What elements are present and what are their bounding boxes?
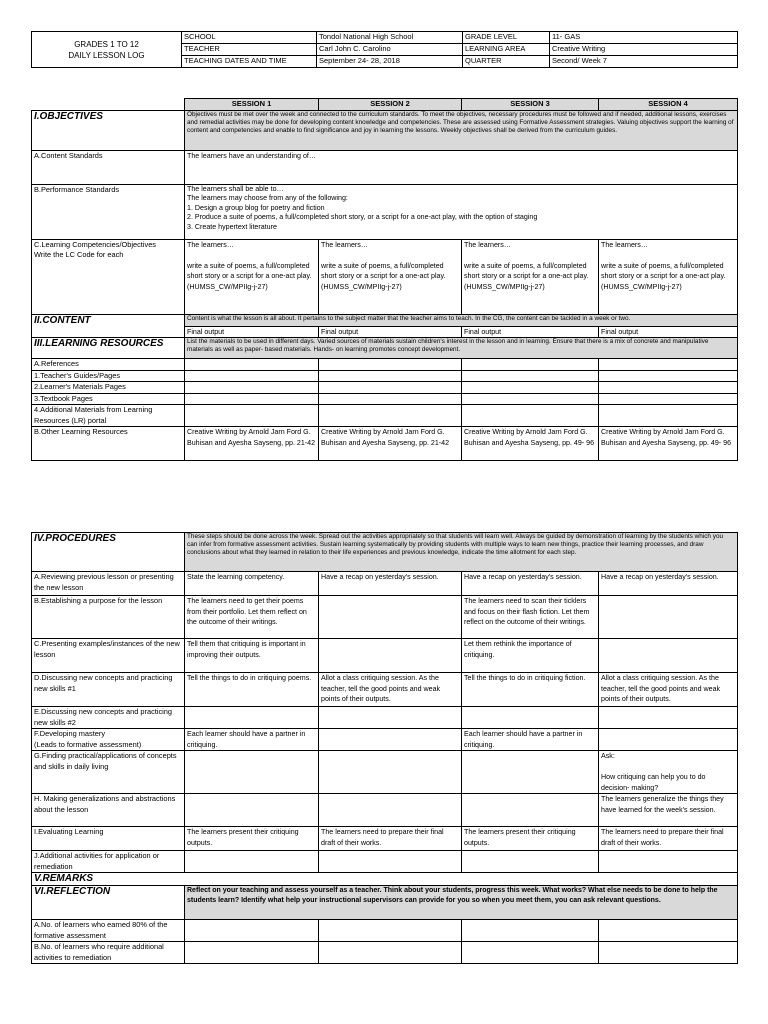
procedure-a-session-4: Have a recap on yesterday's session.: [599, 572, 738, 596]
performance-standards-value: The learners shall be able to… The learners may choose from any of the following: 1. Design a group blog for poetry and fiction 2. Produce a suite of poems, a full/completed short story, or a script for a one-act play, with the option of staging 3. Create hypertext literature: [185, 184, 738, 239]
lr-portal-label: 4.Additional Materials from Learning Resources (LR) portal: [32, 405, 185, 427]
dates-value: September 24- 28, 2018: [317, 56, 463, 68]
procedure-i-session-2: The learners need to prepare their final draft of their works.: [319, 827, 462, 851]
procedure-i-session-3: The learners present their critiquing outputs.: [462, 827, 599, 851]
procedure-b-session-1: The learners need to get their poems from their portfolio. Let them reflect on the outcome of their writings.: [185, 596, 319, 639]
other-resources-session-2: Creative Writing by Arnold Jarn Ford G. Buhisan and Ayesha Sayseng, pp. 21-42: [319, 427, 462, 461]
resources-note: List the materials to be used in different days. Varied sources of materials sustain children's interest in the lesson and in learning. Ensure that there is a mix of concrete and manipulative materials as well as paper- based materials. Hands- on learning promotes concept development.: [185, 338, 738, 359]
content-note: Content is what the lesson is all about. It pertains to the subject matter that the teacher aims to teach. In the CG, the content can be tackled in a week or two.: [185, 314, 738, 326]
reflection-note: Reflect on your teaching and assess yourself as a teacher. Think about your students, progress this week. What works? What else needs to be done to help the students learn? Identify what help your instructional supervisors can provide for you so when you meet them, you can ask relevant questions.: [185, 886, 738, 920]
procedure-d-session-3: Tell the things to do in critiquing fiction.: [462, 673, 599, 707]
session-4-header: SESSION 4: [599, 99, 738, 111]
content-standards-value: The learners have an understanding of…: [185, 150, 738, 184]
procedure-a-session-3: Have a recap on yesterday's session.: [462, 572, 599, 596]
procedure-c-session-3: Let them rethink the importance of critiquing.: [462, 639, 599, 673]
procedure-c-session-1: Tell them that critiquing is important in improving their outputs.: [185, 639, 319, 673]
grade-value: 11- GAS: [550, 32, 738, 44]
content-heading: II.CONTENT: [32, 314, 185, 338]
objectives-note: Objectives must be met over the week and connected to the curriculum standards. To meet the objectives, necessary procedures must be followed and if needed, additional lessons, exercises and remedial activities may be done for developing content knowledge and competencies. These are assessed using Formative Assessment strategies. Valuing objectives support the learning of content and competencies and enable to find significance and joy in learning the lessons. Weekly objectives shall be derived from the curriculum guides.: [185, 110, 738, 150]
lesson-table-top: [31, 98, 738, 461]
reflection-a-label: A.No. of learners who earned 80% of the formative assessment: [32, 920, 185, 942]
title-line1: GRADES 1 TO 12: [74, 39, 139, 49]
procedure-g-label: G.Finding practical/applications of concepts and skills in daily living: [32, 751, 185, 794]
content-session-4: Final output: [599, 326, 738, 338]
procedures-heading: IV.PROCEDURES: [32, 533, 185, 572]
references-label: A.References: [32, 359, 185, 371]
procedure-g-session-4: Ask: How critiquing can help you to do decision- making?: [599, 751, 738, 794]
other-resources-session-3: Creative Writing by Arnold Jarn Ford G. Buhisan and Ayesha Sayseng, pp. 49- 96: [462, 427, 599, 461]
procedures-note: These steps should be done across the week. Spread out the activities appropriately so that students will learn well. Always be guided by demonstration of learning by the students which you can infer from formative assessment activities. Sustain learning systematically by providing students with multiple ways to learn new things, practice their learning processes, and draw conclusions about what they learned in relation to their life experiences and previous knowledge, indicate the time allotment for each step.: [185, 533, 738, 572]
procedure-i-session-4: The learners need to prepare their final draft of their works.: [599, 827, 738, 851]
competencies-label: C.Learning Competencies/Objectives Write the LC Code for each: [32, 239, 185, 314]
session-2-header: SESSION 2: [319, 99, 462, 111]
other-resources-session-4: Creative Writing by Arnold Jarn Ford G. Buhisan and Ayesha Sayseng, pp. 49- 96: [599, 427, 738, 461]
procedure-a-label: A.Reviewing previous lesson or presenting the new lesson: [32, 572, 185, 596]
procedure-a-session-2: Have a recap on yesterday's session.: [319, 572, 462, 596]
header-table: [31, 31, 738, 68]
teacher-value: Carl John C. Carolino: [317, 44, 463, 56]
objectives-heading: I.OBJECTIVES: [32, 110, 185, 150]
procedure-f-session-1: Each learner should have a partner in critiquing.: [185, 729, 319, 751]
competency-session-1: The learners… write a suite of poems, a full/completed short story or a script for a one-act play. (HUMSS_CW/MPIIg-j-27): [185, 239, 319, 314]
procedure-b-session-4: [599, 596, 738, 639]
procedure-h-session-4: The learners generalize the things they have learned for the week's session.: [599, 794, 738, 827]
competency-session-3: The learners… write a suite of poems, a full/completed short story or a script for a one-act play. (HUMSS_CW/MPIIg-j-27): [462, 239, 599, 314]
remarks-heading: V.REMARKS: [32, 873, 738, 886]
procedure-c-label: C.Presenting examples/instances of the new lesson: [32, 639, 185, 673]
area-label: LEARNING AREA: [463, 44, 550, 56]
performance-standards-label: B.Performance Standards: [32, 184, 185, 239]
other-resources-label: B.Other Learning Resources: [32, 427, 185, 461]
teacher-label: TEACHER: [182, 44, 317, 56]
procedure-c-session-4: [599, 639, 738, 673]
content-session-3: Final output: [462, 326, 599, 338]
dates-label: TEACHING DATES AND TIME: [182, 56, 317, 68]
title-line2: DAILY LESSON LOG: [68, 50, 145, 60]
competency-session-4: The learners… write a suite of poems, a full/completed short story or a script for a one-act play. (HUMSS_CW/MPIIg-j-27): [599, 239, 738, 314]
reflection-b-label: B.No. of learners who require additional activities to remediation: [32, 942, 185, 964]
procedure-i-session-1: The learners present their critiquing outputs.: [185, 827, 319, 851]
area-value: Creative Writing: [550, 44, 738, 56]
empty-corner: [32, 99, 185, 111]
school-label: SCHOOL: [182, 32, 317, 44]
procedure-a-session-1: State the learning competency.: [185, 572, 319, 596]
procedure-c-session-2: [319, 639, 462, 673]
procedure-f-session-3: Each learner should have a partner in critiquing.: [462, 729, 599, 751]
textbook-pages-label: 3.Textbook Pages: [32, 393, 185, 405]
procedure-f-session-4: [599, 729, 738, 751]
content-standards-label: A.Content Standards: [32, 150, 185, 184]
procedure-f-session-2: [319, 729, 462, 751]
procedure-d-session-4: Allot a class critiquing session. As the teacher, tell the good points and weak points of their outputs.: [599, 673, 738, 707]
competency-session-2: The learners… write a suite of poems, a full/completed short story or a script for a one-act play. (HUMSS_CW/MPIIg-j-27): [319, 239, 462, 314]
reflection-heading: VI.REFLECTION: [32, 886, 185, 920]
procedure-d-session-1: Tell the things to do in critiquing poems.: [185, 673, 319, 707]
procedure-j-label: J.Additional activities for application or remediation: [32, 851, 185, 873]
procedure-b-session-2: [319, 596, 462, 639]
quarter-value: Second/ Week 7: [550, 56, 738, 68]
procedure-b-session-3: The learners need to scan their ticklers and focus on their flash fiction. Let them reflect on the outcome of their writings.: [462, 596, 599, 639]
other-resources-session-1: Creative Writing by Arnold Jarn Ford G. Buhisan and Ayesha Sayseng, pp. 21-42: [185, 427, 319, 461]
procedure-d-label: D.Discussing new concepts and practicing new skills #1: [32, 673, 185, 707]
teachers-guide-label: 1.Teacher's Guides/Pages: [32, 370, 185, 382]
resources-heading: III.LEARNING RESOURCES: [32, 338, 185, 359]
quarter-label: QUARTER: [463, 56, 550, 68]
grade-label: GRADE LEVEL: [463, 32, 550, 44]
session-1-header: SESSION 1: [185, 99, 319, 111]
procedure-b-label: B.Establishing a purpose for the lesson: [32, 596, 185, 639]
procedure-d-session-2: Allot a class critiquing session. As the teacher, tell the good points and weak points of their outputs.: [319, 673, 462, 707]
procedure-h-label: H. Making generalizations and abstractions about the lesson: [32, 794, 185, 827]
dll-title: [32, 32, 182, 68]
content-session-2: Final output: [319, 326, 462, 338]
procedure-f-label: F.Developing mastery (Leads to formative assessment): [32, 729, 185, 751]
lesson-table-bottom: [31, 532, 738, 964]
procedure-e-label: E.Discussing new concepts and practicing new skills #2: [32, 707, 185, 729]
learners-materials-label: 2.Learner's Materials Pages: [32, 382, 185, 394]
school-value: Tondol National High School: [317, 32, 463, 44]
session-3-header: SESSION 3: [462, 99, 599, 111]
content-session-1: Final output: [185, 326, 319, 338]
procedure-i-label: I.Evaluating Learning: [32, 827, 185, 851]
